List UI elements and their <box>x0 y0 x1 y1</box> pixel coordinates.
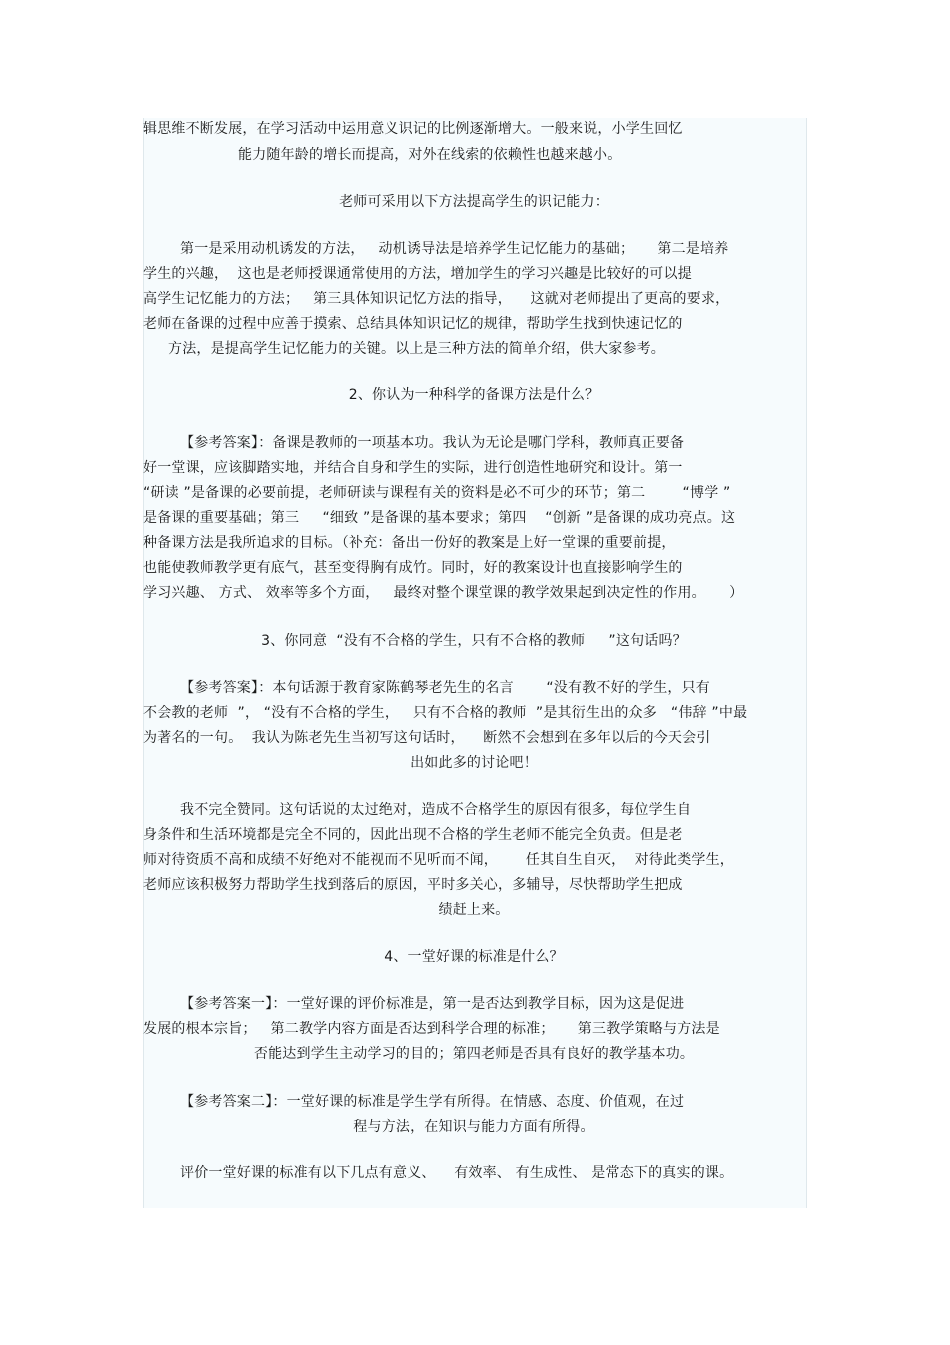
section-heading: 2、你认为一种科学的备课方法是什么？ <box>348 387 600 403</box>
text-line: 学习兴趣、 方式、 效率等多个方面， 最终对整个课堂课的教学效果起到决定性的作用。 ） <box>143 585 744 601</box>
text-line: 师对待资质不高和成绩不好绝对不能视而不见听而不闻， 任其自生自灭， 对待此类学生， <box>143 852 734 868</box>
text-line: 辑思维不断发展，在学习活动中运用意义识记的比例逐渐增大。一般来说，小学生回忆 <box>143 121 683 137</box>
text-line: 程与方法，在知识与能力方面有所得。 <box>353 1119 595 1135</box>
text-line: 绩赶上来。 <box>438 902 510 918</box>
text-line: 发展的根本宗旨； 第二教学内容方面是否达到科学合理的标准； 第三教学策略与方法是 <box>143 1021 720 1037</box>
text-line: 也能使教师教学更有底气，甚至变得胸有成竹。同时，好的教案设计也直接影响学生的 <box>143 560 683 576</box>
text-line: 第一是采用动机诱发的方法， 动机诱导法是培养学生记忆能力的基础； 第二是培养 <box>180 241 729 257</box>
text-line: 【参考答案二】：一堂好课的标准是学生学有所得。在情感、态度、价值观，在过 <box>180 1094 685 1110</box>
text-line: 评价一堂好课的标准有以下几点有意义、 有效率、 有生成性、 是常态下的真实的课。 <box>180 1165 734 1181</box>
text-line: 老师在备课的过程中应善于摸索、总结具体知识记忆的规律，帮助学生找到快速记忆的 <box>143 316 683 332</box>
section-heading: 3、你同意 “没有不合格的学生，只有不合格的教师 ”这句话吗？ <box>261 633 687 649</box>
text-line: 是备课的重要基础；第三 “细致 ”是备课的基本要求；第四 “创新 ”是备课的成功亮点。这 <box>143 510 736 526</box>
text-line: 种备课方法是我所追求的目标。（补充：备出一份好的教案是上好一堂课的重要前提， <box>143 535 676 551</box>
text-line: 否能达到学生主动学习的目的；第四老师是否具有良好的教学基本功。 <box>253 1046 695 1062</box>
text-line: 出如此多的讨论吧！ <box>410 755 538 771</box>
text-line: 不会教的老师 ”， “没有不合格的学生， 只有不合格的教师 ”是其衍生出的众多 “伟辞 ”中最 <box>143 705 748 721</box>
text-line: 学生的兴趣， 这也是老师授课通常使用的方法，增加学生的学习兴趣是比较好的可以提 <box>143 266 692 282</box>
text-line: 【参考答案】：备课是教师的一项基本功。我认为无论是哪门学科，教师真正要备 <box>180 435 685 451</box>
text-line: 老师应该积极努力帮助学生找到落后的原因，平时多关心，多辅导，尽快帮助学生把成 <box>143 877 683 893</box>
text-line: 【参考答案一】：一堂好课的评价标准是，第一是否达到教学目标，因为这是促进 <box>180 996 685 1012</box>
text-line: “研读 ”是备课的必要前提，老师研读与课程有关的资料是必不可少的环节；第二 “博学 ” <box>143 485 731 501</box>
text-line: 能力随年龄的增长而提高，对外在线索的依赖性也越来越小。 <box>238 147 622 163</box>
section-heading: 4、一堂好课的标准是什么？ <box>384 949 564 965</box>
text-line: 高学生记忆能力的方法； 第三具体知识记忆方法的指导， 这就对老师提出了更高的要求， <box>143 291 730 307</box>
text-line: 【参考答案】：本句话源于教育家陈鹤琴老先生的名言 “没有教不好的学生，只有 <box>180 680 711 696</box>
text-line: 老师可采用以下方法提高学生的识记能力： <box>339 194 609 210</box>
text-line: 为著名的一句。 我认为陈老先生当初写这句话时， 断然不会想到在多年以后的今天会引 <box>143 730 711 746</box>
text-line: 方法，是提高学生记忆能力的关键。以上是三种方法的简单介绍，供大家参考。 <box>168 341 665 357</box>
text-line: 好一堂课，应该脚踏实地，并结合自身和学生的实际，进行创造性地研究和设计。第一 <box>143 460 683 476</box>
text-line: 我不完全赞同。这句话说的太过绝对，造成不合格学生的原因有很多，每位学生自 <box>180 802 692 818</box>
text-line: 身条件和生活环境都是完全不同的，因此出现不合格的学生老师不能完全负责。但是老 <box>143 827 683 843</box>
